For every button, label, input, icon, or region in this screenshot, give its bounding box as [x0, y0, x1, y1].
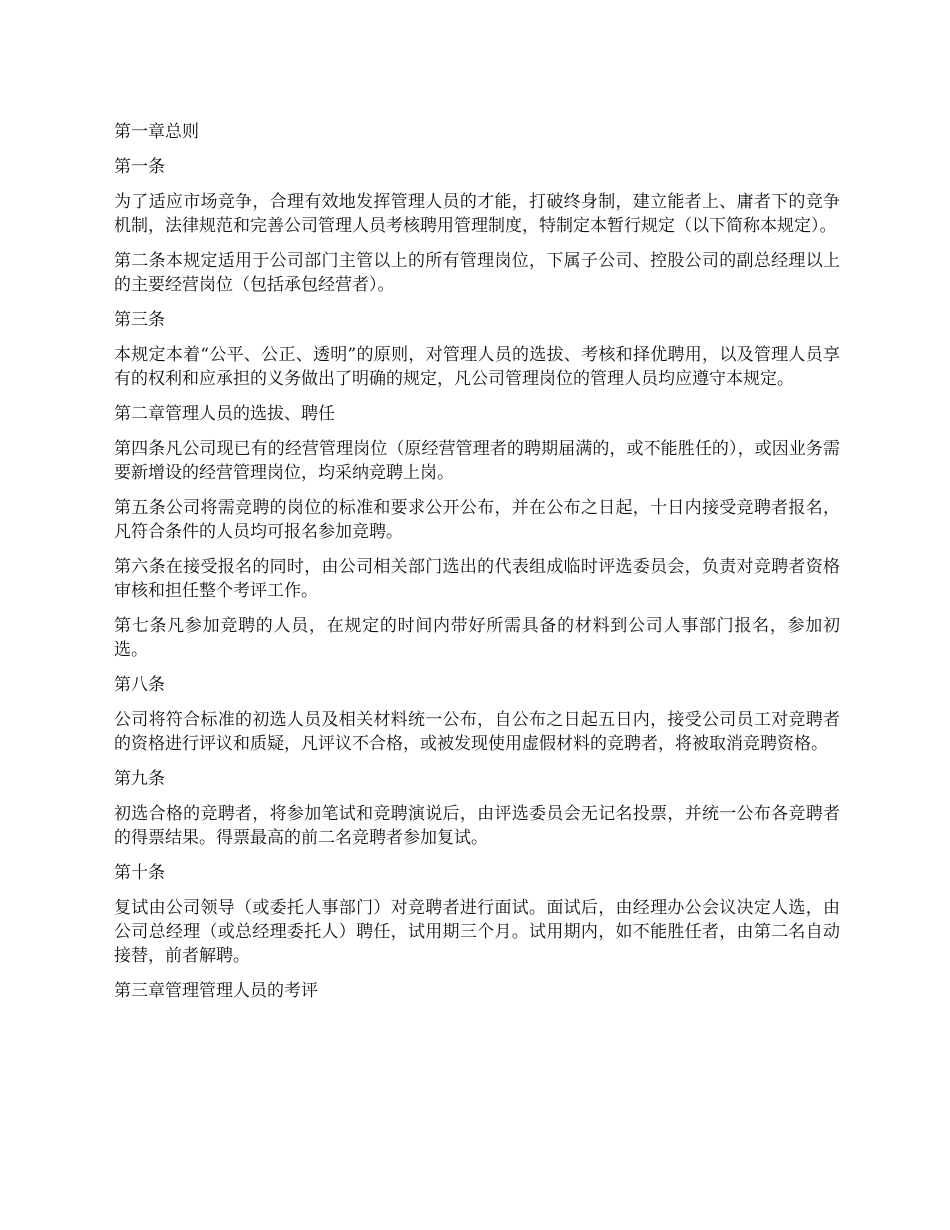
article-heading: 第十条: [114, 863, 165, 883]
article-paragraph: 第六条在接受报名的同时，由公司相关部门选出的代表组成临时评选委员会，负责对竞聘者资格审核和担任整个考评工作。: [114, 557, 840, 601]
article-heading: 第八条: [114, 675, 165, 695]
chapter-heading: 第三章管理管理人员的考评: [114, 981, 318, 1001]
article-paragraph: 第二条本规定适用于公司部门主管以上的所有管理岗位，下属子公司、控股公司的副总经理以上的主要经营岗位（包括承包经营者）。: [114, 251, 840, 295]
article-paragraph: 复试由公司领导（或委托人事部门）对竞聘者进行面试。面试后，由经理办公会议决定人选，由公司总经理（或总经理委托人）聘任，试用期三个月。试用期内，如不能胜任者，由第二名自动接替，前者解聘。: [114, 898, 840, 966]
article-paragraph: 第五条公司将需竞聘的岗位的标准和要求公开公布，并在公布之日起，十日内接受竞聘者报名，凡符合条件的人员均可报名参加竞聘。: [114, 498, 840, 542]
chapter-heading: 第二章管理人员的选拔、聘任: [114, 404, 335, 424]
article-paragraph: 第四条凡公司现已有的经营管理岗位（原经营管理者的聘期届满的，或不能胜任的），或因业务需要新增设的经营管理岗位，均采纳竞聘上岗。: [114, 439, 840, 483]
article-paragraph: 本规定本着“公平、公正、透明”的原则，对管理人员的选拔、考核和择优聘用，以及管理人员享有的权利和应承担的义务做出了明确的规定，凡公司管理岗位的管理人员均应遵守本规定。: [114, 345, 840, 389]
article-paragraph: 公司将符合标准的初选人员及相关材料统一公布，自公布之日起五日内，接受公司员工对竞聘者的资格进行评议和质疑，凡评议不合格，或被发现使用虚假材料的竞聘者，将被取消竞聘资格。: [114, 710, 840, 754]
article-paragraph: 第七条凡参加竞聘的人员，在规定的时间内带好所需具备的材料到公司人事部门报名，参加初选。: [114, 616, 840, 660]
article-paragraph: 为了适应市场竞争，合理有效地发挥管理人员的才能，打破终身制，建立能者上、庸者下的竞争机制，法律规范和完善公司管理人员考核聘用管理制度，特制定本暂行规定（以下简称本规定）。: [114, 192, 840, 236]
document-body: [114, 120, 840, 1014]
article-heading: 第一条: [114, 157, 165, 177]
article-paragraph: 初选合格的竞聘者，将参加笔试和竞聘演说后，由评选委员会无记名投票，并统一公布各竞聘者的得票结果。得票最高的前二名竞聘者参加复试。: [114, 804, 840, 848]
article-heading: 第三条: [114, 310, 165, 330]
chapter-heading: 第一章总则: [114, 122, 199, 142]
article-heading: 第九条: [114, 769, 165, 789]
